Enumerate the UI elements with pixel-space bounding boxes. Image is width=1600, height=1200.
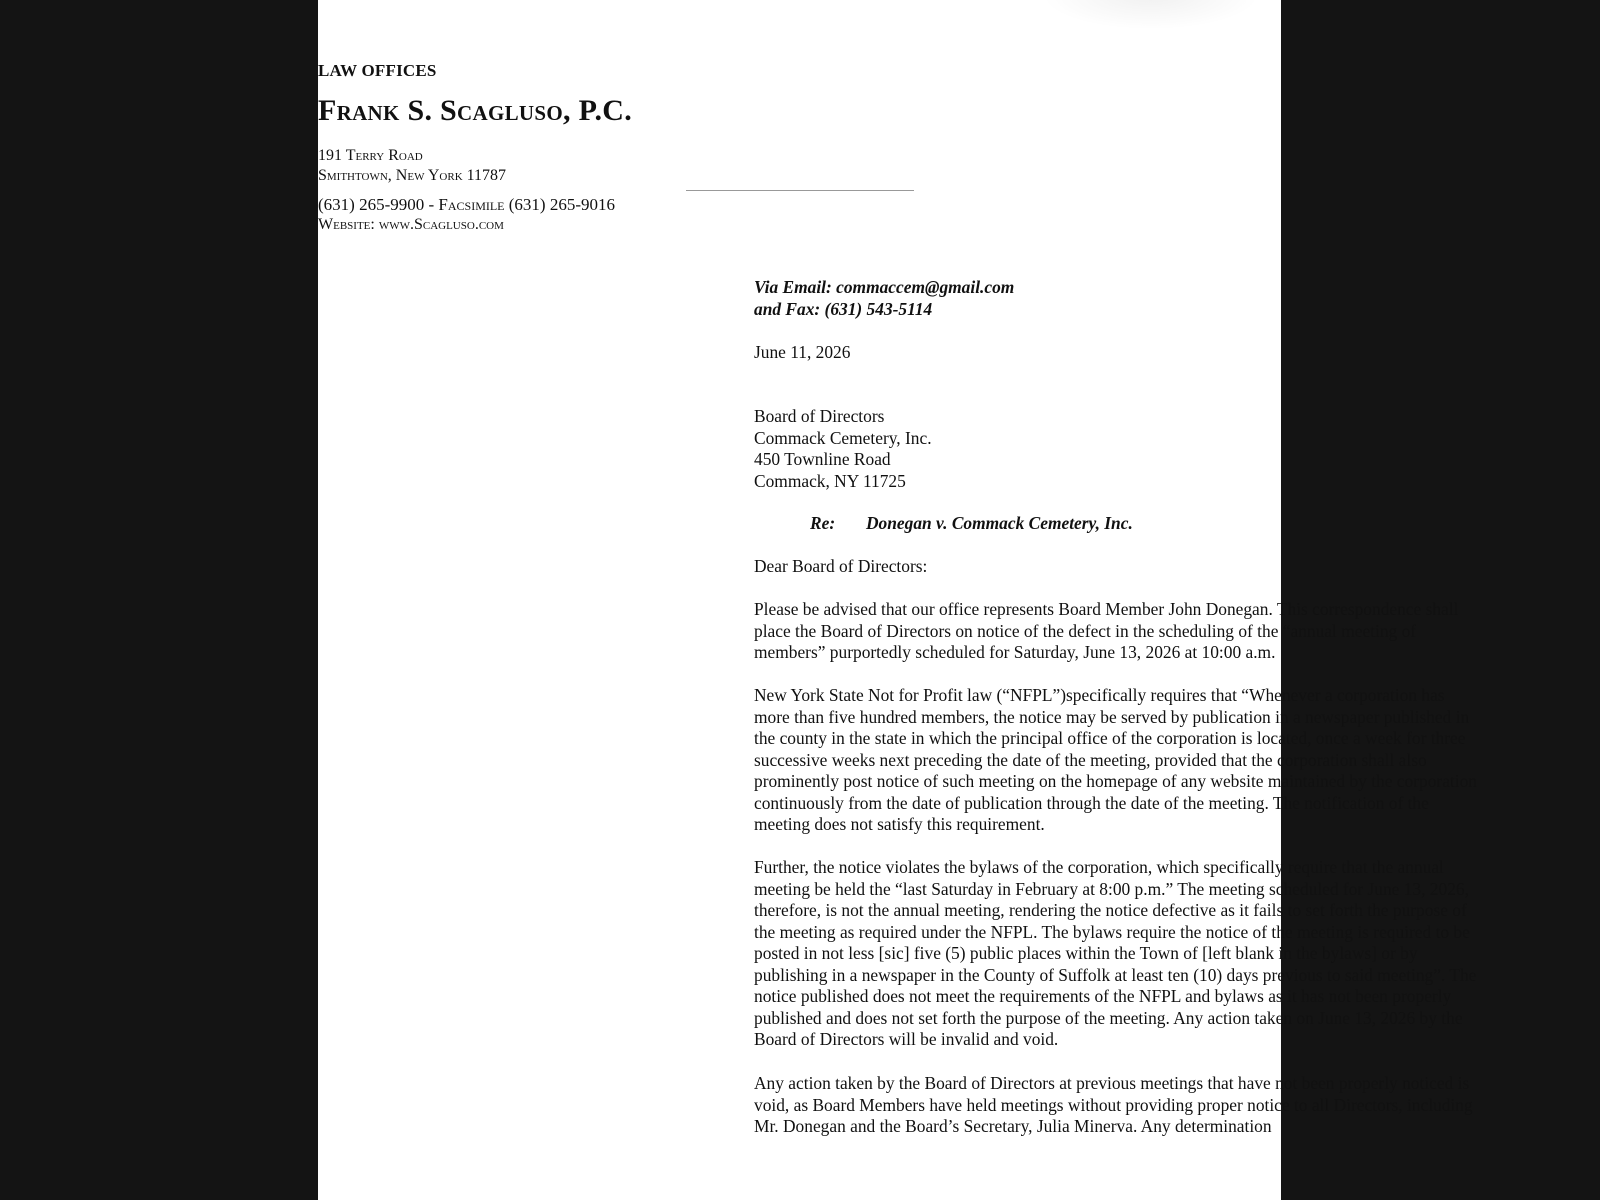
recipient-line: Board of Directors: [754, 406, 885, 426]
recipient-line: Commack Cemetery, Inc.: [754, 427, 932, 448]
body-paragraph: Any action taken by the Board of Directors at previous meetings that have not been properly noticed is void, as Board Members have held meetings without providing proper notice to all Directors, including Mr. Donegan and the Board’s Secretary, Julia Minerva. Any determination: [754, 1073, 1473, 1136]
firm-address-line2: Smithtown, New York 11787: [318, 167, 507, 184]
delivery-fax: and Fax: (631) 543-5114: [754, 298, 933, 319]
body-paragraph: Please be advised that our office represents Board Member John Donegan. This correspondence shall place the Board of Directors on notice of the defect in the scheduling of the “annual meeting of members” purportedly scheduled for Saturday, June 13, 2026 at 10:00 a.m.: [754, 599, 1459, 662]
recipient-address: [754, 406, 1482, 492]
body-paragraph: Further, the notice violates the bylaws of the corporation, which specifically require that the annual meeting be held the “last Saturday in February at 8:00 p.m.” The meeting scheduled for June 13, 2026, therefore, is not the annual meeting, rendering the notice defective as it fails to set forth the purpose of the meeting as required under the NFPL. The bylaws require the notice of the meeting is required to be posted in not less [sic] five (5) public places within the Town of [left blank in the bylaws] or by publishing in a newspaper in the County of Suffolk at least ten (10) days previous to said meeting”. The notice published does not meet the requirements of the NFPL and bylaws as it has not been properly published and does not set forth the purpose of the meeting. Any action taken on June 13, 2026 by the Board of Directors will be invalid and void.: [754, 857, 1477, 1049]
letterhead-label: LAW OFFICES: [318, 61, 437, 80]
letterhead-divider: [686, 190, 914, 191]
delivery-email: Via Email: commaccem@gmail.com: [754, 277, 1015, 297]
delivery-block: [754, 277, 1482, 320]
recipient-line: Commack, NY 11725: [754, 470, 906, 491]
firm-phone-fax: (631) 265-9900 - Facsimile (631) 265-9016: [318, 195, 615, 214]
salutation: Dear Board of Directors:: [754, 556, 928, 576]
firm-name: Frank S. Scagluso, P.C.: [318, 94, 633, 127]
body-paragraph: New York State Not for Profit law (“NFPL”)specifically requires that “Whenever a corporation has more than five hundred members, the notice may be served by publication in a newspaper published in the county in the state in which the principal office of the corporation is located, once a week for three successive weeks next preceding the date of the meeting, provided that the corporation shall also prominently post notice of such meeting on the homepage of any website maintained by the corporation continuously from the date of publication through the date of the meeting. The notification of the meeting does not satisfy this requirement.: [754, 685, 1477, 834]
re-label: Re:: [810, 513, 836, 533]
letter-date: June 11, 2026: [754, 342, 851, 362]
recipient-line: 450 Townline Road: [754, 449, 891, 469]
firm-website: Website: www.Scagluso.com: [318, 216, 504, 233]
document-page[interactable]: [318, 0, 1477, 1200]
re-line: [810, 513, 1133, 534]
firm-address-line1: 191 Terry Road: [318, 147, 423, 164]
re-subject: Donegan v. Commack Cemetery, Inc.: [866, 513, 1133, 533]
